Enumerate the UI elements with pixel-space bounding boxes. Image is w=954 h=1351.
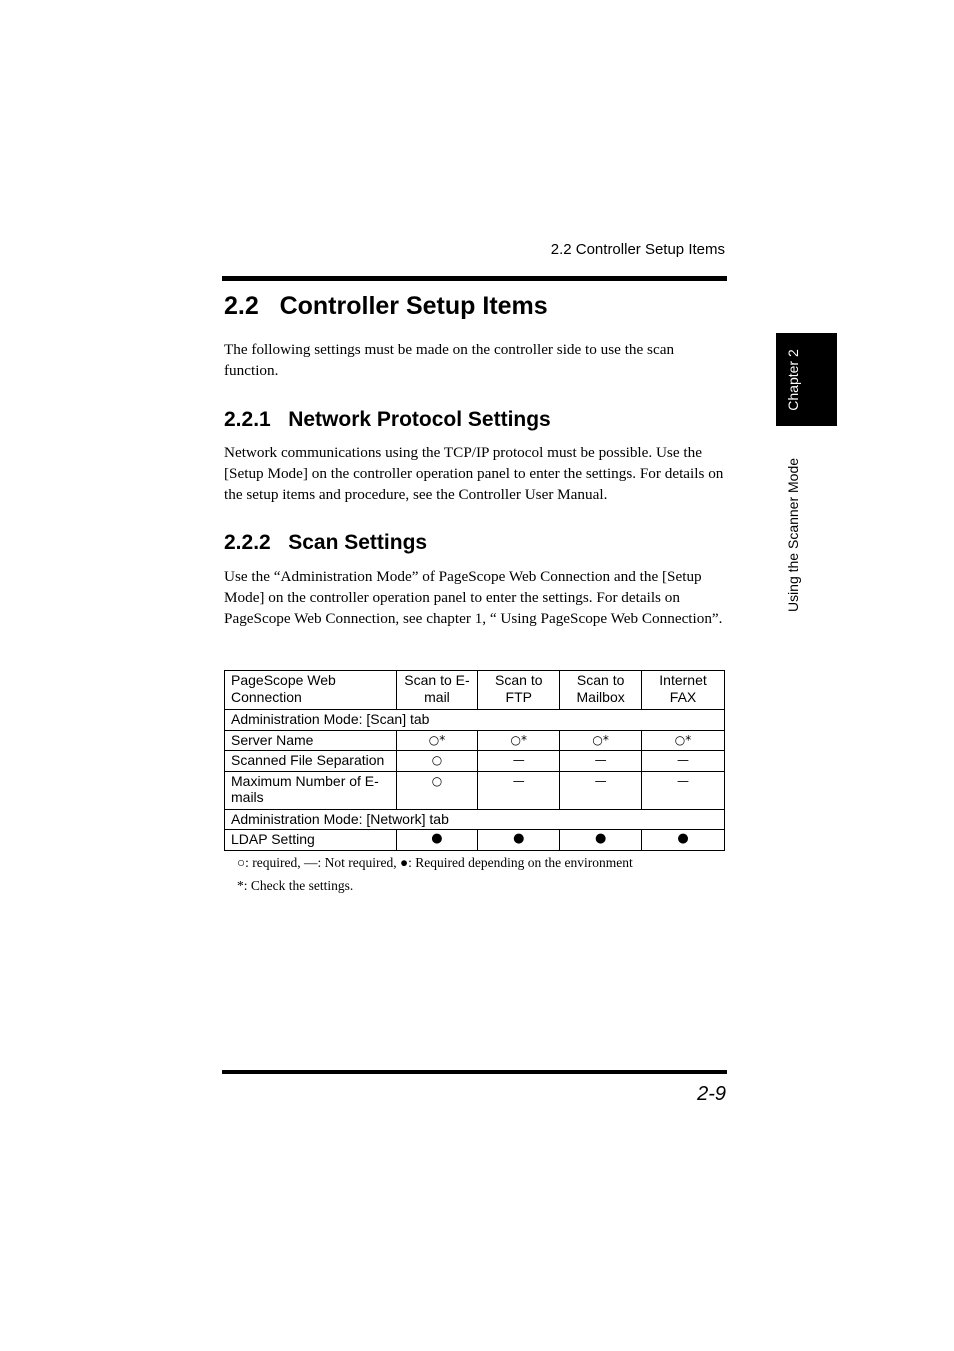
- table-header-cell: Scan to Mailbox: [560, 671, 642, 710]
- table-header-row: [225, 671, 725, 710]
- intro-paragraph: The following settings must be made on the controller side to use the scan function.: [224, 341, 675, 379]
- bottom-rule: [222, 1070, 727, 1074]
- table-row: [225, 830, 725, 851]
- requirement-cell: ○*: [560, 730, 642, 751]
- requirement-cell: ○*: [396, 730, 478, 751]
- requirement-cell: ●: [642, 830, 725, 851]
- requirement-cell: ○*: [478, 730, 560, 751]
- scan-settings-paragraph: Use the “Administration Mode” of PageScope Web Connection and the [Setup Mode] on the controller operation panel to enter the settings. For details on PageScope Web Connection, see chapter 1, “ Using PageScope Web Connection”.: [224, 568, 723, 627]
- requirement-cell: ●: [396, 830, 478, 851]
- table-group-row: [225, 710, 725, 731]
- subsection-title-network-protocol: 2.2.1 Network Protocol Settings: [224, 408, 551, 431]
- table-header-cell: Scan to E-mail: [396, 671, 478, 710]
- requirement-cell: ○: [396, 751, 478, 772]
- group-label-scan-tab: Administration Mode: [Scan] tab: [225, 710, 725, 731]
- table-header-cell: Internet FAX: [642, 671, 725, 710]
- section-title: 2.2 Controller Setup Items: [224, 292, 548, 320]
- requirement-cell: —: [478, 751, 560, 772]
- requirement-cell: ○*: [642, 730, 725, 751]
- page-number: 2-9: [697, 1083, 726, 1105]
- legend-note: ○: required, —: Not required, ●: Required depending on the environment: [237, 855, 633, 870]
- settings-table: [224, 670, 725, 851]
- chapter-tab-label: Chapter 2: [785, 349, 801, 411]
- running-header: 2.2 Controller Setup Items: [550, 241, 725, 258]
- top-rule: [222, 276, 727, 281]
- side-section-label: Using the Scanner Mode: [785, 457, 801, 613]
- requirement-cell: —: [560, 771, 642, 809]
- table-row: [225, 730, 725, 751]
- table-row: [225, 771, 725, 809]
- table-row: [225, 751, 725, 772]
- requirement-cell: —: [642, 751, 725, 772]
- requirement-cell: ●: [478, 830, 560, 851]
- table-group-row: [225, 809, 725, 830]
- asterisk-note: *: Check the settings.: [237, 878, 354, 893]
- group-label-network-tab: Administration Mode: [Network] tab: [225, 809, 725, 830]
- requirement-cell: —: [560, 751, 642, 772]
- requirement-cell: —: [642, 771, 725, 809]
- row-label: Scanned File Separation: [225, 751, 397, 772]
- table-header-cell: Scan to FTP: [478, 671, 560, 710]
- network-protocol-paragraph: Network communications using the TCP/IP protocol must be possible. Use the [Setup Mode] on the controller operation panel to enter the settings. For details on the setup items and procedure, see the Controller User Manual.: [224, 444, 724, 503]
- requirement-cell: ●: [560, 830, 642, 851]
- requirement-cell: ○: [396, 771, 478, 809]
- requirement-cell: —: [478, 771, 560, 809]
- row-label: LDAP Setting: [225, 830, 397, 851]
- subsection-title-scan-settings: 2.2.2 Scan Settings: [224, 531, 428, 554]
- row-label: Server Name: [225, 730, 397, 751]
- row-label: Maximum Number of E-mails: [225, 771, 397, 809]
- table-header-cell: PageScope Web Connection: [225, 671, 397, 710]
